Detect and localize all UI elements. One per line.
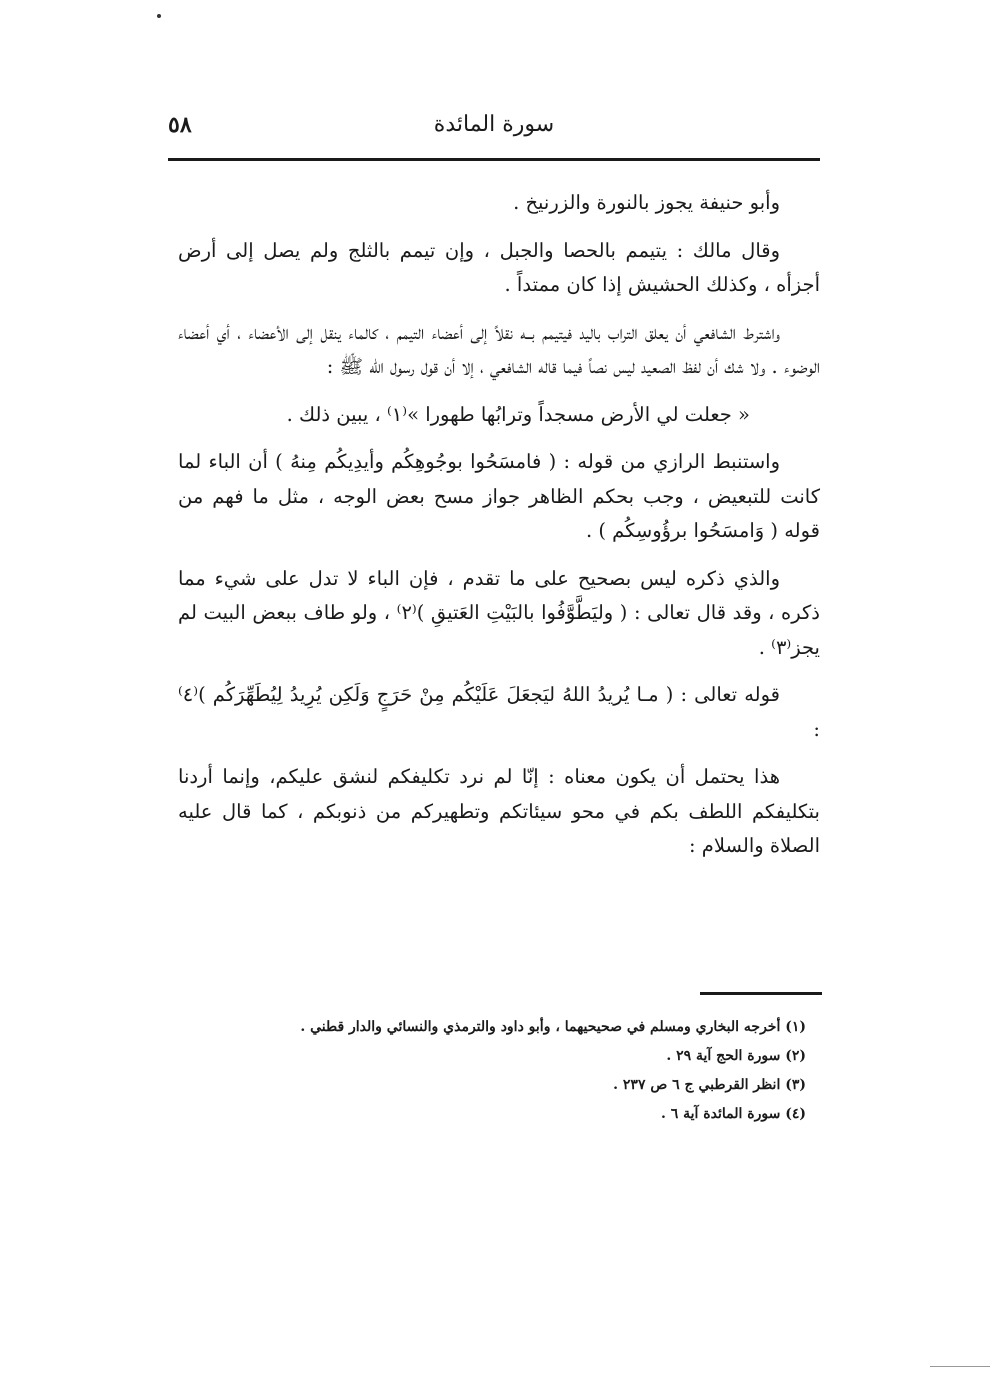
- paragraph-hadith: « جعلت لي الأرض مسجداً وترابُها طهورا »⁽١⁾ ، يبين ذلك .: [286, 402, 750, 426]
- running-title: سورة المائدة: [433, 112, 555, 137]
- paragraph-malik: وقال مالك : يتيمم بالحصا والجبل ، وإن تيمم بالثلج ولم يصل إلى أرض أجزأه ، وكذلك الحشيش إذا كان ممتداً .: [178, 238, 820, 296]
- scan-speck: [157, 14, 161, 18]
- body-text: [178, 186, 820, 877]
- footnote-3: (٣) انظر القرطبي ج ٦ ص ٢٣٧ .: [613, 1077, 806, 1093]
- paragraph-razi: واستنبط الرازي من قوله : ( فامسَحُوا بوجُوهِكُم وأيدِيكُم مِنهُ ) أن الباء لما كانت للتبعيض ، وجب بحكم الظاهر جواز مسح بعض الوجه ، مثل ما فهم من قوله ( وَامسَحُوا برؤُوسِكُم ) .: [178, 450, 820, 542]
- paragraph-meaning: هذا يحتمل أن يكون معناه : إنّا لم نرد تكليفكم لنشق عليكم، وإنما أردنا بتكليفكم اللطف بكم في محو سيئاتكم وتطهيركم من ذنوبكم ، كما قال عليه الصلاة والسلام :: [178, 765, 820, 857]
- page-header: [168, 112, 820, 152]
- footnote-2: (٢) سورة الحج آية ٢٩ .: [666, 1048, 806, 1064]
- footnote-1: (١) أخرجه البخاري ومسلم في صحيحيهما ، وأبو داود والترمذي والنسائي والدار قطني .: [300, 1019, 806, 1035]
- header-rule: [168, 158, 820, 161]
- footnote-rule: [700, 992, 822, 995]
- footnotes: [168, 1014, 820, 1130]
- page-number: ٥٨: [168, 112, 192, 138]
- scan-edge-mark: [930, 1366, 990, 1367]
- footnote-4: (٤) سورة المائدة آية ٦ .: [660, 1106, 806, 1122]
- paragraph-shafii: واشترط الشافعي أن يعلق التراب باليد فيتيمم بــه نقلاً إلى أعضاء التيمم ، كالماء ينقل إلى الأعضاء ، أي أعضاء الوضوء . ولا شك أن لفظ الصعيد ليس نصاً فيما قاله الشافعي ، إلا أن قول رسول الله ﷺ :: [178, 320, 820, 378]
- paragraph-verse: قوله تعالى : ( مـا يُريدُ اللهُ ليَجعَلَ عَلَيْكُم مِنْ حَرَجٍ وَلَكِن يُرِيدُ لِيُطَهِّرَكُم )⁽٤⁾ :: [178, 683, 820, 741]
- paragraph-refutation: والذي ذكره ليس بصحيح على ما تقدم ، فإن الباء لا تدل على شيء مما ذكره ، وقد قال تعالى : ( وليَطَّوَّفُوا بالبَيْتِ العَتيقِ )⁽٢⁾ ، ولو طاف ببعض البيت لم يجز⁽٣⁾ .: [178, 566, 820, 659]
- paragraph-abu-hanifa: وأبو حنيفة يجوز بالنورة والزرنيخ .: [513, 191, 780, 214]
